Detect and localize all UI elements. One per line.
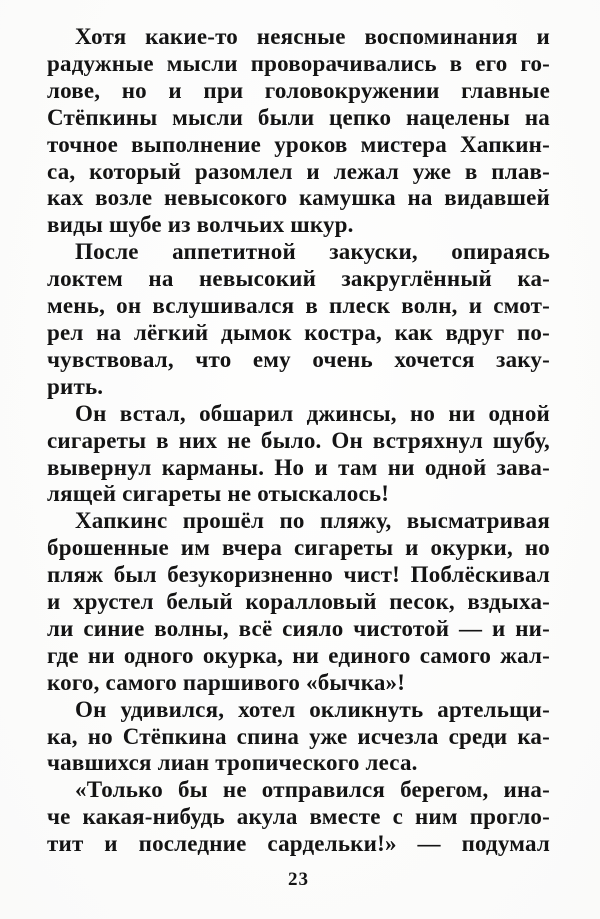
page-number: 23: [288, 869, 309, 891]
paragraph: [47, 508, 550, 696]
text-line: Он удивился, хотел окликнуть артельщи-: [75, 696, 550, 722]
text-line: брошенные им вчера сигареты и окурки, но: [47, 535, 550, 561]
text-line: тит и последние сардельки!» — подумал: [47, 831, 550, 857]
text-line: ках возле невысокого камушка на видавшей: [47, 185, 550, 211]
text-line: Хотя какие-то неясные воспоминания и: [75, 24, 550, 49]
text-line: виды шубе из волчьих шкур.: [47, 212, 354, 238]
text-line: радужные мысли проворачивались в его го-: [47, 50, 550, 76]
paragraph: [47, 239, 550, 400]
text-line: лове, но и при головокружении главные: [47, 77, 550, 103]
text-line: че какая-нибудь акула вместе с ним прогло-: [47, 804, 550, 830]
paragraph: [47, 777, 550, 858]
page-text: [47, 24, 550, 858]
text-line: пляж был безукоризненно чист! Поблёскивал: [47, 562, 550, 588]
text-line: лящей сигареты не отыскалось!: [47, 481, 390, 507]
text-line: «Только бы не отправился берегом, ина-: [75, 777, 550, 803]
text-line: рить.: [47, 373, 104, 399]
text-line: кого, самого паршивого «бычка»!: [47, 669, 406, 695]
text-line: и хрустел белый коралловый песок, вздыха-: [47, 589, 550, 615]
text-line: где ни одного окурка, ни единого самого жал-: [47, 642, 550, 668]
paragraph: [47, 697, 550, 778]
text-line: Стёпкины мысли были цепко нацелены на: [47, 104, 550, 130]
text-line: Хапкинс прошёл по пляжу, высматривая: [75, 508, 550, 534]
text-line: После аппетитной закуски, опираясь: [75, 239, 550, 265]
paragraph: [47, 401, 550, 509]
paragraph: [47, 24, 550, 239]
text-line: рел на лёгкий дымок костра, как вдруг по-: [47, 319, 550, 345]
text-line: ка, но Стёпкина спина уже исчезла среди ка-: [47, 723, 550, 749]
text-line: мень, он вслушивался в плеск волн, и смот-: [47, 293, 550, 319]
text-line: Он встал, обшарил джинсы, но ни одной: [75, 400, 550, 426]
text-line: ли синие волны, всё сияло чистотой — и ни-: [47, 615, 550, 641]
text-line: са, который разомлел и лежал уже в плав-: [47, 158, 550, 184]
text-line: локтем на невысокий закруглённый ка-: [47, 266, 550, 292]
text-line: сигареты в них не было. Он встряхнул шубу,: [47, 427, 550, 453]
text-line: чувствовал, что ему очень хочется заку-: [47, 346, 550, 372]
text-line: вывернул карманы. Но и там ни одной зава-: [47, 454, 550, 480]
text-line: точное выполнение уроков мистера Хапкин-: [47, 131, 550, 157]
text-line: чавшихся лиан тропического леса.: [47, 750, 418, 776]
